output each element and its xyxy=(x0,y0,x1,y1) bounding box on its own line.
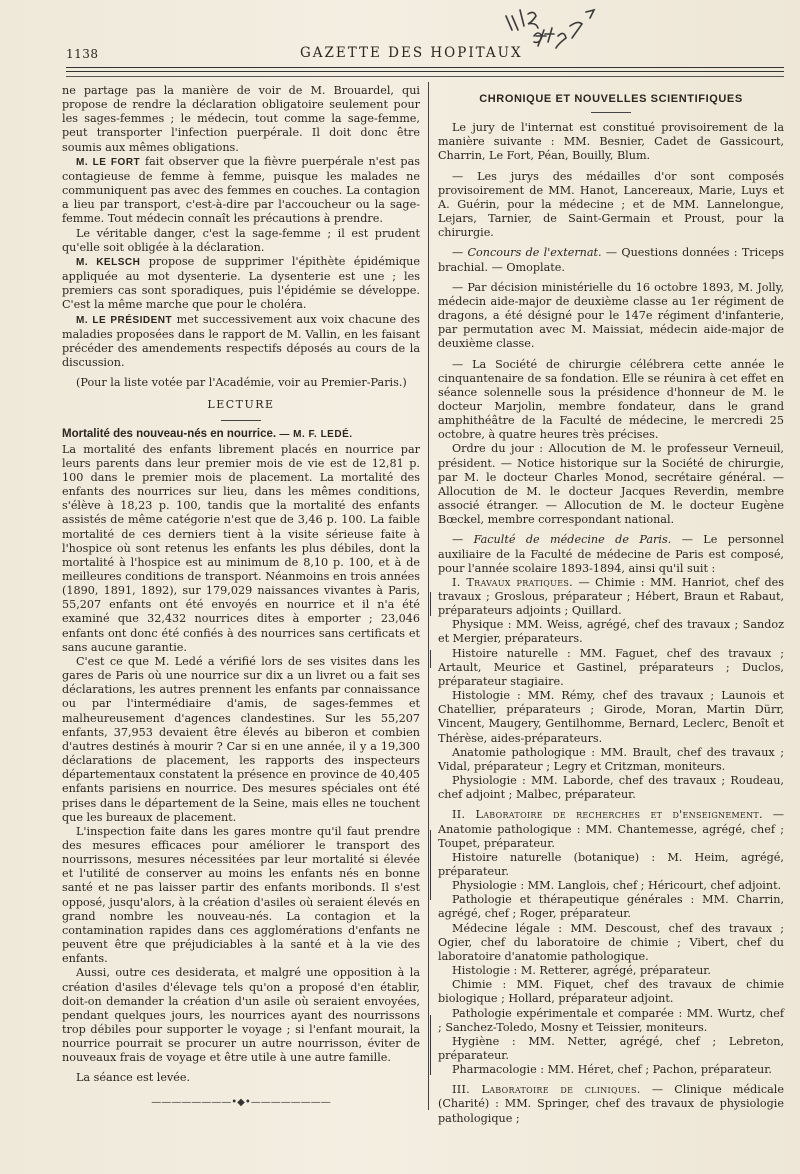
paragraph xyxy=(438,246,784,274)
paragraph: Histoire naturelle : MM. Faguet, chef des travaux ; Artault, Meurice et Gastinel, préparateurs ; Duclos, préparateur stagiaire. xyxy=(438,646,784,688)
closing-line: La séance est levée. xyxy=(76,1071,191,1085)
paragraph: Physique : MM. Weiss, agrégé, chef des travaux ; Sandoz et Mergier, préparateurs. xyxy=(438,618,784,646)
paragraph xyxy=(438,808,784,850)
right-column xyxy=(438,92,784,1126)
paragraph: Ordre du jour : Allocution de M. le professeur Verneuil, président. — Notice historique sur la Société de chirurgie, par M. le docteur Charles Monod, secrétaire général. — Allocution de M. le docteur Jacques Reverdin, membre associé étranger. — Allocution de M. le docteur Eugène Bœckel, membre correspondant national. xyxy=(438,442,784,527)
paragraph: Physiologie : MM. Langlois, chef ; Héricourt, chef adjoint. xyxy=(452,879,782,893)
paragraph: — Les jurys des médailles d'or sont composés provisoirement de MM. Hanot, Lancereaux, Marie, Luys et A. Guérin, pour la médecine ; et de MM. Lannelongue, Lejars, Tarnier, de Saint-Germain et Proust, pour la chirurgie. xyxy=(438,169,784,240)
paragraph: Le véritable danger, c'est la sage-femme ; il est prudent qu'elle soit obligée à la déclaration. xyxy=(62,226,420,254)
pencil-margin-mark xyxy=(430,830,439,900)
left-column xyxy=(62,84,420,1110)
article-heading xyxy=(62,427,420,442)
paragraph-lead: — Faculté de médecine de Paris. xyxy=(452,533,672,547)
paragraph: Pathologie et thérapeutique générales : MM. Charrin, agrégé, chef ; Roger, préparateur. xyxy=(438,893,784,921)
paragraph: La mortalité des enfants librement placés en nourrice par leurs parents dans leur premier mois de vie est de 12,81 p. 100 dans le premier mois de placement. La mortalité des enfants des nourrices sur lieu, dans les mêmes conditions, s'élève à 18,23 p. 100, tandis que la mortalité des enfants assistés de même catégorie n'est que de 3,46 p. 100. La faible mortalité de ces derniers tient à la visite sérieuse faite à l'hospice où sont retenus les enfants les plus débiles, dont la mortalité à l'hospice est au minimum de 8,10 p. 100, et à de meilleures conditions de transport. Néanmoins en trois années (1890, 1891, 1892), sur 179,029 naissances vivantes à Paris, 55,207 enfants ont été envoyés en nourrice et il n'a été examiné que 32,432 nourrices dites à emporter ; 23,046 enfants ont donc été confiés à des nourrices sans certificats et sans aucune garantie. xyxy=(62,442,420,654)
paragraph: C'est ce que M. Ledé a vérifié lors de ses visites dans les gares de Paris où une nourrice sur dix a un livret ou a fait ses déclarations, les autres prennent les enfants par connaissance ou par l'intermédiaire d'amis, de sages-femmes et malheureusement d'agences clandestines. Sur les 55,207 enfants, 37,953 devaient être élevés au biberon et combien d'autres destinés à mourir ? Car si en une année, il y a 19,300 déclarations de placement, les rapports des inspecteurs départementaux constatent la présence en province de 40,405 enfants parisiens en nourrice. Des mesures spéciales ont été prises dans le département de la Seine, mais elles ne touchent que les bureaux de placement. xyxy=(62,654,420,824)
paragraph xyxy=(438,533,784,575)
page-number: 1138 xyxy=(66,47,99,61)
paragraph xyxy=(62,255,420,313)
pencil-margin-mark xyxy=(430,1015,439,1075)
paragraph xyxy=(438,576,784,618)
heading-rule xyxy=(591,112,631,113)
section-heading-chronique: CHRONIQUE ET NOUVELLES SCIENTIFIQUES xyxy=(479,93,743,105)
paragraph xyxy=(62,155,420,227)
paragraph: Médecine légale : MM. Descoust, chef des travaux ; Ogier, chef du laboratoire de chimie ; Vibert, chef du laboratoire d'anatomie pathologique. xyxy=(438,921,784,963)
paragraph xyxy=(62,313,420,371)
paragraph-text: propose de supprimer l'épithète épidémique appliquée au mot dysenterie. La dysenterie est une ; les premiers cas sont sporadiques, puis l'épidémie se développe. C'est la même marche que pour le choléra. xyxy=(62,254,421,312)
article-title: Mortalité des nouveau-nés en nourrice. xyxy=(62,428,277,441)
subsection-label: III. Laboratoire de cliniques. xyxy=(452,1083,641,1097)
paragraph-text: — Clinique médicale (Charité) : MM. Springer, chef des travaux de physiologie pathologique ; xyxy=(438,1083,784,1125)
paragraph-text: — Questions données : Triceps brachial. — Omoplate. xyxy=(438,246,784,274)
handwritten-annotation xyxy=(500,6,610,76)
speaker-name: M. LE FORT xyxy=(76,156,141,168)
subsection-label: II. Laboratoire de recherches et d'enseignement. xyxy=(452,808,763,822)
paragraph: Pathologie expérimentale et comparée : MM. Wurtz, chef ; Sanchez-Toledo, Mosny et Teissier, moniteurs. xyxy=(438,1006,784,1034)
paragraph-text: — Anatomie pathologique : MM. Chantemesse, agrégé, chef ; Toupet, préparateur. xyxy=(438,808,784,850)
paragraph-text: fait observer que la fièvre puerpérale n'est pas contagieuse de femme à femme, puisque les malades ne communiquent pas avec des femmes en couches. La contagion a lieu par transport, c'est-à-dire par l'accoucheur ou la sage-femme. Tout médecin connaît les précautions à prendre. xyxy=(62,154,420,226)
end-ornament: ————————•◆•———————— xyxy=(151,1096,331,1108)
paragraph: (Pour la liste votée par l'Académie, voir au Premier-Paris.) xyxy=(76,376,407,390)
paragraph-text: — Chimie : MM. Hanriot, chef des travaux ; Groslous, préparateur ; Hébert, Braun et Rabaut, préparateurs adjoints ; Quillard. xyxy=(438,575,784,618)
section-heading-lecture: LECTURE xyxy=(207,398,275,412)
paragraph: Physiologie : MM. Laborde, chef des travaux ; Roudeau, chef adjoint ; Malbec, préparateur. xyxy=(438,774,784,802)
article-author: — M. F. LEDÉ. xyxy=(276,429,353,441)
paragraph-text: met successivement aux voix chacune des maladies proposées dans le rapport de M. Vallin, en les faisant précéder des amendements respectifs déposés au cours de la discussion. xyxy=(62,312,420,369)
paragraph: Le jury de l'internat est constitué provisoirement de la manière suivante : MM. Besnier, Cadet de Gassicourt, Charrin, Le Fort, Péan, Bouilly, Blum. xyxy=(438,121,784,163)
header-double-rule xyxy=(66,67,784,72)
header-rule xyxy=(66,76,784,77)
paragraph xyxy=(438,1083,784,1125)
paragraph: Histoire naturelle (botanique) : M. Heim, agrégé, préparateur. xyxy=(438,850,784,878)
paragraph-text: — Le personnel auxiliaire de la Faculté de médecine de Paris est composé, pour l'année scolaire 1893-1894, ainsi qu'il suit : xyxy=(438,533,784,575)
paragraph: L'inspection faite dans les gares montre qu'il faut prendre des mesures efficaces pour améliorer le transport des nourrissons, mesures nécessitées par leur mortalité si élevée et l'utilité de conserver au moins les enfants nés en bonne santé et ne pas laisser partir des enfants moribonds. Il s'est opposé, jusqu'alors, à la création d'asiles où seraient élevés en grand nombre les nouveau-nés. La contagion et la contamination rapides dans ces agglomérations d'enfants ne peuvent être que préjudiciables à la santé et à la vie des enfants. xyxy=(62,824,420,966)
paragraph: Pharmacologie : MM. Héret, chef ; Pachon, préparateur. xyxy=(452,1063,772,1077)
subsection-label: I. Travaux pratiques. xyxy=(452,575,573,589)
journal-title: GAZETTE DES HOPITAUX xyxy=(300,45,523,61)
pencil-margin-mark xyxy=(430,650,439,668)
paragraph: — Par décision ministérielle du 16 octobre 1893, M. Jolly, médecin aide-major de deuxième classe au 1er régiment de dragons, a été désigné pour le 147e régiment d'infanterie, par permutation avec M. Maissiat, médecin aide-major de deuxième classe. xyxy=(438,280,784,351)
paragraph: Histologie : MM. Rémy, chef des travaux ; Launois et Chatellier, préparateurs ; Girode, Moran, Martin Dürr, Vincent, Maugery, Gentilhomme, Bernard, Leclerc, Benoît et Thérèse, aides-préparateurs. xyxy=(438,689,784,745)
paragraph: Aussi, outre ces desiderata, et malgré une opposition à la création d'asiles d'élevage tels qu'on a proposé d'en établir, doit-on demander la création d'un asile où seraient envoyées, pendant quelques jours, les nourrices ayant des nourrissons trop débiles pour supporter le voyage ; si l'enfant mourait, la nourrice pourrait se procurer un autre nourrisson, éviter de nouveaux frais de voyage et être utile à une autre famille. xyxy=(62,966,420,1065)
heading-rule xyxy=(221,420,261,421)
pencil-margin-mark xyxy=(430,592,439,616)
paragraph: Hygiène : MM. Netter, agrégé, chef ; Lebreton, préparateur. xyxy=(438,1034,784,1062)
paragraph: Histologie : M. Retterer, agrégé, préparateur. xyxy=(452,964,711,978)
speaker-name: M. KELSCH xyxy=(76,256,141,268)
paragraph: Chimie : MM. Fiquet, chef des travaux de chimie biologique ; Hollard, préparateur adjoint. xyxy=(438,978,784,1006)
column-divider xyxy=(428,82,429,1110)
paragraph: Anatomie pathologique : MM. Brault, chef des travaux ; Vidal, préparateur ; Legry et Critzman, moniteurs. xyxy=(438,745,784,773)
paragraph: ne partage pas la manière de voir de M. Brouardel, qui propose de rendre la déclaration obligatoire seulement pour les sages-femmes ; le médecin, tout comme la sage-femme, peut transporter l'infection puerpérale. Il doit donc être soumis aux mêmes obligations. xyxy=(62,84,420,154)
paragraph: — La Société de chirurgie célébrera cette année le cinquantenaire de sa fondation. Elle se réunira à cet effet en séance solennelle sous la présidence d'honneur de M. le docteur Marjolin, membre fondateur, dans le grand amphithéâtre de la Faculté de médecine, le mercredi 25 octobre, à quatre heures très précises. xyxy=(438,357,784,442)
speaker-name: M. LE PRÉSIDENT xyxy=(76,314,173,326)
paragraph-lead: — Concours de l'externat. xyxy=(452,246,602,260)
